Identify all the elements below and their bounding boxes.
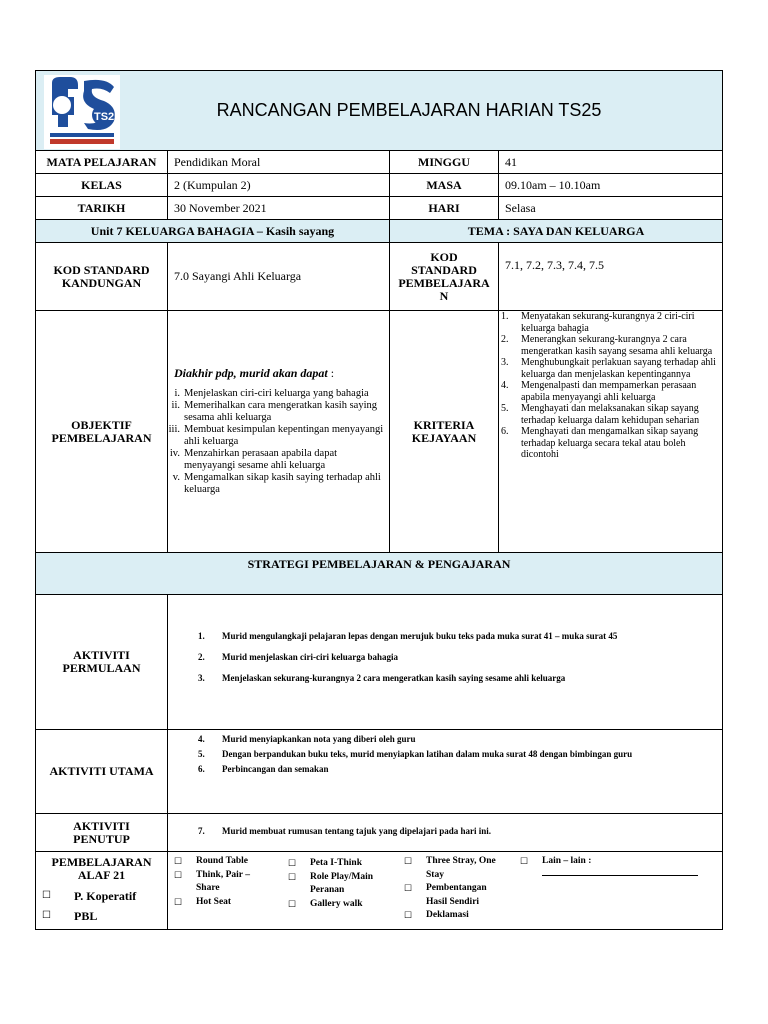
permulaan-label: AKTIVITI PERMULAAN — [36, 595, 168, 730]
mata-pelajaran-value: Pendidikan Moral — [168, 151, 390, 174]
alaf-col2 — [288, 855, 404, 923]
objektif-item-text: Membuat kesimpulan kepentingan menyayangi ahli keluarga — [184, 424, 384, 447]
unit-title: Unit 7 KELUARGA BAHAGIA – Kasih sayang — [36, 220, 390, 243]
checkbox-icon[interactable]: ☐ — [404, 910, 413, 920]
masa-label: MASA — [390, 174, 499, 197]
kriteria-item-text: Menghayati dan mengamalkan sikap sayang terhadap keluarga secara tekal atau boleh dicontohi — [521, 426, 699, 460]
option-lain-lain[interactable]: ☐ Lain – lain : — [520, 855, 700, 869]
kod-sp-label: KOD STANDARD PEMBELAJARA N — [390, 243, 499, 311]
kriteria-item-number: 1. — [501, 311, 509, 322]
objektif-item-text: Menjelaskan ciri-ciri keluarga yang bahagia — [184, 388, 369, 399]
objektif-item — [168, 472, 385, 496]
penutup-item-text: Murid membuat rumusan tentang tajuk yang dipelajari pada hari ini. — [222, 826, 492, 836]
objektif-item-text: Memerihalkan cara mengeratkan kasih saying sesama ahli keluarga — [184, 400, 378, 423]
permulaan-item — [198, 631, 722, 642]
kriteria-item — [499, 357, 718, 380]
kriteria-item-text: Mengenalpasti dan mempamerkan perasaan apabila menyayangi ahli keluarga — [521, 380, 697, 403]
kriteria-item-number: 5. — [501, 403, 509, 414]
permulaan-item-text: Murid mengulangkaji pelajaran lepas dengan merujuk buku teks pada muka surat 41 – muka surat 45 — [222, 630, 618, 641]
option-gallery-walk[interactable]: ☐ Gallery walk — [288, 898, 404, 912]
checkbox-icon[interactable]: ☐ — [404, 856, 413, 866]
objektif-item — [168, 400, 385, 424]
checkbox-icon[interactable]: ☐ — [42, 910, 51, 921]
ts25-logo — [44, 75, 120, 149]
utama-item — [198, 764, 722, 775]
lesson-plan-document — [35, 70, 722, 930]
checkbox-icon[interactable]: ☐ — [288, 898, 297, 909]
utama-item-text: Dengan berpandukan buku teks, murid menyiapkan latihan dalam muka surat 48 dengan bimbingan guru — [222, 749, 633, 759]
kod-sk-label: KOD STANDARD KANDUNGAN — [36, 243, 168, 311]
logo-text: TS25 — [94, 111, 120, 123]
objektif-item-number: ii. — [171, 400, 180, 411]
penutup-label: AKTIVITI PENUTUP — [36, 814, 168, 852]
option-round-table[interactable]: ☐ Round Table — [174, 855, 288, 869]
strategi-heading: STRATEGI PEMBELAJARAN & PENGAJARAN — [36, 553, 723, 595]
option-role-play[interactable]: ☐ Role Play/Main Peranan — [288, 871, 404, 898]
penutup-cell — [168, 814, 723, 852]
option-pbl[interactable]: ☐ PBL — [36, 906, 167, 926]
mata-pelajaran-label: MATA PELAJARAN — [36, 151, 168, 174]
permulaan-item-number: 3. — [198, 672, 205, 683]
utama-item-text: Perbincangan dan semakan — [222, 764, 329, 774]
kriteria-item — [499, 334, 718, 357]
penutup-item — [198, 826, 722, 837]
tema-title: TEMA : SAYA DAN KELUARGA — [390, 220, 723, 243]
utama-list — [198, 734, 722, 775]
permulaan-list — [198, 631, 722, 684]
checkbox-icon[interactable]: ☐ — [174, 869, 183, 880]
utama-cell — [168, 730, 723, 814]
alaf-options — [174, 855, 722, 923]
option-deklamasi[interactable]: ☐ Deklamasi — [404, 909, 520, 923]
permulaan-item-number: 2. — [198, 651, 205, 662]
kriteria-list — [499, 311, 718, 461]
alaf-left-options — [36, 886, 167, 926]
objektif-item-number: iii. — [168, 424, 180, 435]
permulaan-item — [198, 652, 722, 663]
kod-sk-value: 7.0 Sayangi Ahli Keluarga — [168, 243, 390, 311]
penutup-item-number: 7. — [198, 826, 205, 836]
checkbox-icon[interactable]: ☐ — [520, 856, 529, 866]
kriteria-item-text: Menghubungkait perlakuan sayang terhadap ahli keluarga dan menjelaskan kepentingannya — [521, 357, 716, 380]
option-hot-seat[interactable]: ☐ Hot Seat — [174, 896, 288, 910]
utama-item-number: 6. — [198, 764, 205, 774]
kriteria-item — [499, 311, 718, 334]
checkbox-icon[interactable]: ☐ — [288, 858, 297, 868]
kriteria-item — [499, 403, 718, 426]
alaf-col1 — [174, 855, 288, 923]
header-cell — [36, 71, 723, 151]
permulaan-cell — [168, 595, 723, 730]
kriteria-cell — [499, 311, 723, 553]
objektif-item — [168, 388, 385, 400]
option-think-pair-share[interactable]: ☐ Think, Pair – Share — [174, 869, 288, 896]
kod-sp-value: 7.1, 7.2, 7.3, 7.4, 7.5 — [499, 243, 723, 311]
checkbox-icon[interactable]: ☐ — [174, 856, 183, 866]
option-three-stray[interactable]: ☐ Three Stray, One Stay — [404, 855, 520, 882]
option-pembentangan[interactable]: ☐ Pembentangan Hasil Sendiri — [404, 882, 520, 909]
objektif-cell — [168, 311, 390, 553]
utama-item-text: Murid menyiapkankan nota yang diberi oleh guru — [222, 734, 416, 744]
minggu-value: 41 — [499, 151, 723, 174]
objektif-item-text: Menzahirkan perasaan apabila dapat menyayangi sesame ahli keluarga — [184, 448, 338, 471]
kriteria-item — [499, 380, 718, 403]
objektif-item — [168, 424, 385, 448]
utama-item-number: 4. — [198, 734, 205, 744]
objektif-item-number: i. — [174, 388, 180, 399]
tarikh-value: 30 November 2021 — [168, 197, 390, 220]
kelas-label: KELAS — [36, 174, 168, 197]
kriteria-label: KRITERIA KEJAYAAN — [390, 311, 499, 553]
checkbox-icon[interactable]: ☐ — [42, 890, 51, 901]
objektif-label: OBJEKTIF PEMBELAJARAN — [36, 311, 168, 553]
lain-lain-line[interactable] — [542, 875, 698, 876]
permulaan-item-text: Menjelaskan sekurang-kurangnya 2 cara mengeratkan kasih saying sesame ahli keluarga — [222, 672, 566, 683]
objektif-item-text: Mengamalkan sikap kasih saying terhadap ahli keluarga — [184, 472, 381, 495]
kriteria-item — [499, 426, 718, 461]
alaf-col3 — [404, 855, 520, 923]
utama-item-number: 5. — [198, 749, 205, 759]
utama-item — [198, 749, 722, 760]
kriteria-item-text: Menghayati dan melaksanakan sikap sayang terhadap keluarga dalam kehidupan seharian — [521, 403, 700, 426]
kriteria-item-number: 6. — [501, 426, 509, 437]
page-title: RANCANGAN PEMBELAJARAN HARIAN TS25 — [216, 100, 602, 120]
kriteria-item-text: Menerangkan sekurang-kurangnya 2 cara mengeratkan kasih sayang sesama ahli keluarga — [521, 334, 713, 357]
objektif-item-number: v. — [172, 472, 180, 483]
kriteria-item-number: 4. — [501, 380, 509, 391]
utama-label: AKTIVITI UTAMA — [36, 730, 168, 814]
kelas-value: 2 (Kumpulan 2) — [168, 174, 390, 197]
tarikh-label: TARIKH — [36, 197, 168, 220]
masa-value: 09.10am – 10.10am — [499, 174, 723, 197]
permulaan-item-number: 1. — [198, 630, 205, 641]
objektif-item — [168, 448, 385, 472]
objektif-intro: Diakhir pdp, murid akan dapat : — [174, 366, 335, 380]
minggu-label: MINGGU — [390, 151, 499, 174]
hari-value: Selasa — [499, 197, 723, 220]
alaf-col4 — [520, 855, 700, 923]
objektif-item-number: iv. — [169, 448, 180, 459]
checkbox-icon[interactable]: ☐ — [404, 883, 413, 893]
checkbox-icon[interactable]: ☐ — [288, 871, 297, 882]
checkbox-icon[interactable]: ☐ — [174, 896, 183, 907]
option-peta-i-think[interactable]: ☐ Peta I-Think — [288, 857, 404, 871]
option-p-koperatif[interactable]: ☐ P. Koperatif — [36, 886, 167, 906]
alaf-label-cell — [36, 852, 168, 930]
kriteria-item-number: 3. — [501, 357, 509, 368]
alaf-label: PEMBELAJARAN ALAF 21 — [51, 855, 152, 882]
penutup-list — [198, 826, 722, 837]
permulaan-item — [198, 673, 722, 684]
objektif-list — [168, 388, 385, 496]
hari-label: HARI — [390, 197, 499, 220]
alaf-options-cell — [168, 852, 723, 930]
utama-item — [198, 734, 722, 745]
lesson-plan-table — [35, 70, 723, 930]
permulaan-item-text: Murid menjelaskan ciri-ciri keluarga bahagia — [222, 651, 398, 662]
kriteria-item-number: 2. — [501, 334, 509, 345]
kriteria-item-text: Menyatakan sekurang-kurangnya 2 ciri-ciri keluarga bahagia — [521, 311, 695, 334]
